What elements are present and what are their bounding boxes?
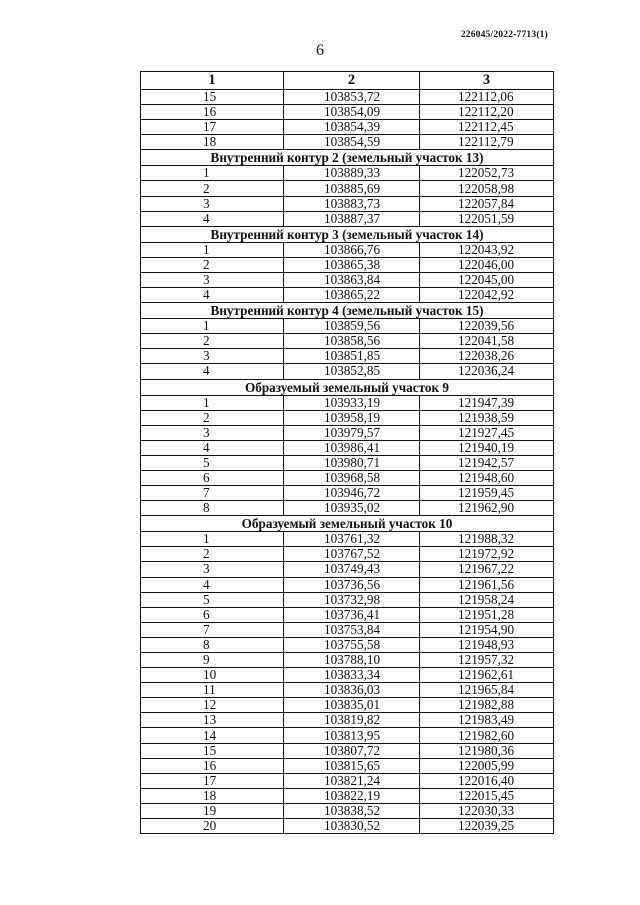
y-coordinate: 121958,24 (420, 592, 554, 607)
x-coordinate: 103813,95 (284, 728, 420, 743)
y-coordinate: 122036,24 (420, 364, 554, 379)
section-header-row (141, 150, 554, 166)
point-number: 11 (141, 683, 284, 698)
table-row (141, 743, 554, 758)
y-coordinate: 121940,19 (420, 440, 554, 455)
table-row (141, 653, 554, 668)
table-row (141, 364, 554, 379)
table-row (141, 698, 554, 713)
point-number: 2 (141, 257, 284, 272)
table-row (141, 819, 554, 834)
table-row (141, 713, 554, 728)
x-coordinate: 103865,38 (284, 257, 420, 272)
y-coordinate: 121951,28 (420, 607, 554, 622)
point-number: 3 (141, 425, 284, 440)
table-row (141, 501, 554, 516)
table-row (141, 668, 554, 683)
table-row (141, 135, 554, 150)
x-coordinate: 103866,76 (284, 242, 420, 257)
point-number: 4 (141, 440, 284, 455)
x-coordinate: 103835,01 (284, 698, 420, 713)
point-number: 9 (141, 653, 284, 668)
x-coordinate: 103736,41 (284, 607, 420, 622)
table-row (141, 242, 554, 257)
x-coordinate: 103819,82 (284, 713, 420, 728)
section-title: Внутренний контур 2 (земельный участок 13) (141, 150, 554, 166)
x-coordinate: 103883,73 (284, 196, 420, 211)
table-row (141, 758, 554, 773)
y-coordinate: 122030,33 (420, 803, 554, 818)
y-coordinate: 121959,45 (420, 486, 554, 501)
table-row (141, 181, 554, 196)
x-coordinate: 103815,65 (284, 758, 420, 773)
table-row (141, 592, 554, 607)
x-coordinate: 103833,34 (284, 668, 420, 683)
table-row (141, 470, 554, 485)
y-coordinate: 121961,56 (420, 577, 554, 592)
y-coordinate: 122005,99 (420, 758, 554, 773)
point-number: 18 (141, 135, 284, 150)
x-coordinate: 103946,72 (284, 486, 420, 501)
y-coordinate: 122058,98 (420, 181, 554, 196)
y-coordinate: 121938,59 (420, 410, 554, 425)
table-row (141, 288, 554, 303)
point-number: 3 (141, 349, 284, 364)
table-row (141, 532, 554, 547)
y-coordinate: 121983,49 (420, 713, 554, 728)
table-row (141, 440, 554, 455)
x-coordinate: 103979,57 (284, 425, 420, 440)
section-header-row (141, 303, 554, 319)
x-coordinate: 103958,19 (284, 410, 420, 425)
table-row (141, 788, 554, 803)
y-coordinate: 122046,00 (420, 257, 554, 272)
x-coordinate: 103767,52 (284, 547, 420, 562)
y-coordinate: 122016,40 (420, 773, 554, 788)
point-number: 20 (141, 819, 284, 834)
x-coordinate: 103858,56 (284, 334, 420, 349)
table-row (141, 547, 554, 562)
y-coordinate: 121988,32 (420, 532, 554, 547)
table-row (141, 622, 554, 637)
point-number: 15 (141, 90, 284, 105)
x-coordinate: 103851,85 (284, 349, 420, 364)
y-coordinate: 122051,59 (420, 211, 554, 226)
y-coordinate: 122038,26 (420, 349, 554, 364)
section-title: Внутренний контур 4 (земельный участок 15) (141, 303, 554, 319)
section-title: Внутренний контур 3 (земельный участок 14) (141, 226, 554, 242)
table-row (141, 425, 554, 440)
point-number: 12 (141, 698, 284, 713)
coordinates-table (140, 71, 554, 834)
table-row (141, 486, 554, 501)
point-number: 3 (141, 562, 284, 577)
point-number: 10 (141, 668, 284, 683)
point-number: 14 (141, 728, 284, 743)
x-coordinate: 103836,03 (284, 683, 420, 698)
point-number: 5 (141, 592, 284, 607)
x-coordinate: 103854,39 (284, 120, 420, 135)
table-row (141, 211, 554, 226)
x-coordinate: 103736,56 (284, 577, 420, 592)
table-row (141, 196, 554, 211)
x-coordinate: 103755,58 (284, 637, 420, 652)
table-row (141, 577, 554, 592)
point-number: 6 (141, 607, 284, 622)
table-row (141, 90, 554, 105)
point-number: 16 (141, 105, 284, 120)
x-coordinate: 103859,56 (284, 319, 420, 334)
x-coordinate: 103854,59 (284, 135, 420, 150)
x-coordinate: 103853,72 (284, 90, 420, 105)
table-row (141, 773, 554, 788)
y-coordinate: 121982,60 (420, 728, 554, 743)
point-number: 4 (141, 211, 284, 226)
point-number: 16 (141, 758, 284, 773)
point-number: 4 (141, 577, 284, 592)
page-number: 6 (316, 42, 324, 59)
x-coordinate: 103980,71 (284, 455, 420, 470)
x-coordinate: 103885,69 (284, 181, 420, 196)
table-row (141, 637, 554, 652)
point-number: 3 (141, 196, 284, 211)
y-coordinate: 122043,92 (420, 242, 554, 257)
x-coordinate: 103968,58 (284, 470, 420, 485)
y-coordinate: 122042,92 (420, 288, 554, 303)
y-coordinate: 121954,90 (420, 622, 554, 637)
y-coordinate: 121962,90 (420, 501, 554, 516)
y-coordinate: 122112,20 (420, 105, 554, 120)
x-coordinate: 103887,37 (284, 211, 420, 226)
x-coordinate: 103749,43 (284, 562, 420, 577)
y-coordinate: 122015,45 (420, 788, 554, 803)
table-row (141, 334, 554, 349)
x-coordinate: 103933,19 (284, 395, 420, 410)
x-coordinate: 103863,84 (284, 272, 420, 287)
point-number: 3 (141, 272, 284, 287)
y-coordinate: 121942,57 (420, 455, 554, 470)
y-coordinate: 121947,39 (420, 395, 554, 410)
point-number: 8 (141, 501, 284, 516)
point-number: 19 (141, 803, 284, 818)
point-number: 18 (141, 788, 284, 803)
y-coordinate: 122052,73 (420, 166, 554, 181)
y-coordinate: 121957,32 (420, 653, 554, 668)
point-number: 2 (141, 334, 284, 349)
table-row (141, 683, 554, 698)
point-number: 1 (141, 166, 284, 181)
x-coordinate: 103821,24 (284, 773, 420, 788)
x-coordinate: 103822,19 (284, 788, 420, 803)
section-header-row (141, 379, 554, 395)
point-number: 1 (141, 532, 284, 547)
section-header-row (141, 516, 554, 532)
y-coordinate: 122045,00 (420, 272, 554, 287)
x-coordinate: 103865,22 (284, 288, 420, 303)
y-coordinate: 121948,93 (420, 637, 554, 652)
point-number: 15 (141, 743, 284, 758)
x-coordinate: 103935,02 (284, 501, 420, 516)
y-coordinate: 121927,45 (420, 425, 554, 440)
x-coordinate: 103986,41 (284, 440, 420, 455)
x-coordinate: 103889,33 (284, 166, 420, 181)
point-number: 8 (141, 637, 284, 652)
table-row (141, 319, 554, 334)
table-row (141, 410, 554, 425)
point-number: 6 (141, 470, 284, 485)
table-row (141, 349, 554, 364)
x-coordinate: 103830,52 (284, 819, 420, 834)
point-number: 4 (141, 288, 284, 303)
y-coordinate: 121972,92 (420, 547, 554, 562)
table-row (141, 166, 554, 181)
point-number: 1 (141, 242, 284, 257)
y-coordinate: 122112,79 (420, 135, 554, 150)
table-row (141, 455, 554, 470)
x-coordinate: 103852,85 (284, 364, 420, 379)
point-number: 2 (141, 547, 284, 562)
y-coordinate: 122039,25 (420, 819, 554, 834)
x-coordinate: 103838,52 (284, 803, 420, 818)
point-number: 5 (141, 455, 284, 470)
table-header-row (141, 72, 554, 90)
x-coordinate: 103761,32 (284, 532, 420, 547)
x-coordinate: 103732,98 (284, 592, 420, 607)
y-coordinate: 121948,60 (420, 470, 554, 485)
y-coordinate: 121982,88 (420, 698, 554, 713)
x-coordinate: 103807,72 (284, 743, 420, 758)
x-coordinate: 103753,84 (284, 622, 420, 637)
table-row (141, 257, 554, 272)
point-number: 2 (141, 410, 284, 425)
point-number: 17 (141, 120, 284, 135)
y-coordinate: 122057,84 (420, 196, 554, 211)
point-number: 4 (141, 364, 284, 379)
column-header-1: 1 (141, 72, 284, 90)
table-row (141, 728, 554, 743)
table-row (141, 562, 554, 577)
point-number: 13 (141, 713, 284, 728)
document-id: 226045/2022-7713(1) (460, 30, 548, 40)
point-number: 1 (141, 319, 284, 334)
table-row (141, 607, 554, 622)
y-coordinate: 121980,36 (420, 743, 554, 758)
y-coordinate: 122112,06 (420, 90, 554, 105)
table-row (141, 105, 554, 120)
y-coordinate: 121962,61 (420, 668, 554, 683)
table-row (141, 272, 554, 287)
section-title: Образуемый земельный участок 9 (141, 379, 554, 395)
x-coordinate: 103788,10 (284, 653, 420, 668)
y-coordinate: 121965,84 (420, 683, 554, 698)
point-number: 7 (141, 486, 284, 501)
y-coordinate: 122112,45 (420, 120, 554, 135)
table-row (141, 395, 554, 410)
point-number: 7 (141, 622, 284, 637)
y-coordinate: 122039,56 (420, 319, 554, 334)
x-coordinate: 103854,09 (284, 105, 420, 120)
column-header-2: 2 (284, 72, 420, 90)
section-header-row (141, 226, 554, 242)
table-row (141, 120, 554, 135)
point-number: 2 (141, 181, 284, 196)
column-header-3: 3 (420, 72, 554, 90)
point-number: 17 (141, 773, 284, 788)
y-coordinate: 122041,58 (420, 334, 554, 349)
section-title: Образуемый земельный участок 10 (141, 516, 554, 532)
point-number: 1 (141, 395, 284, 410)
y-coordinate: 121967,22 (420, 562, 554, 577)
table-row (141, 803, 554, 818)
